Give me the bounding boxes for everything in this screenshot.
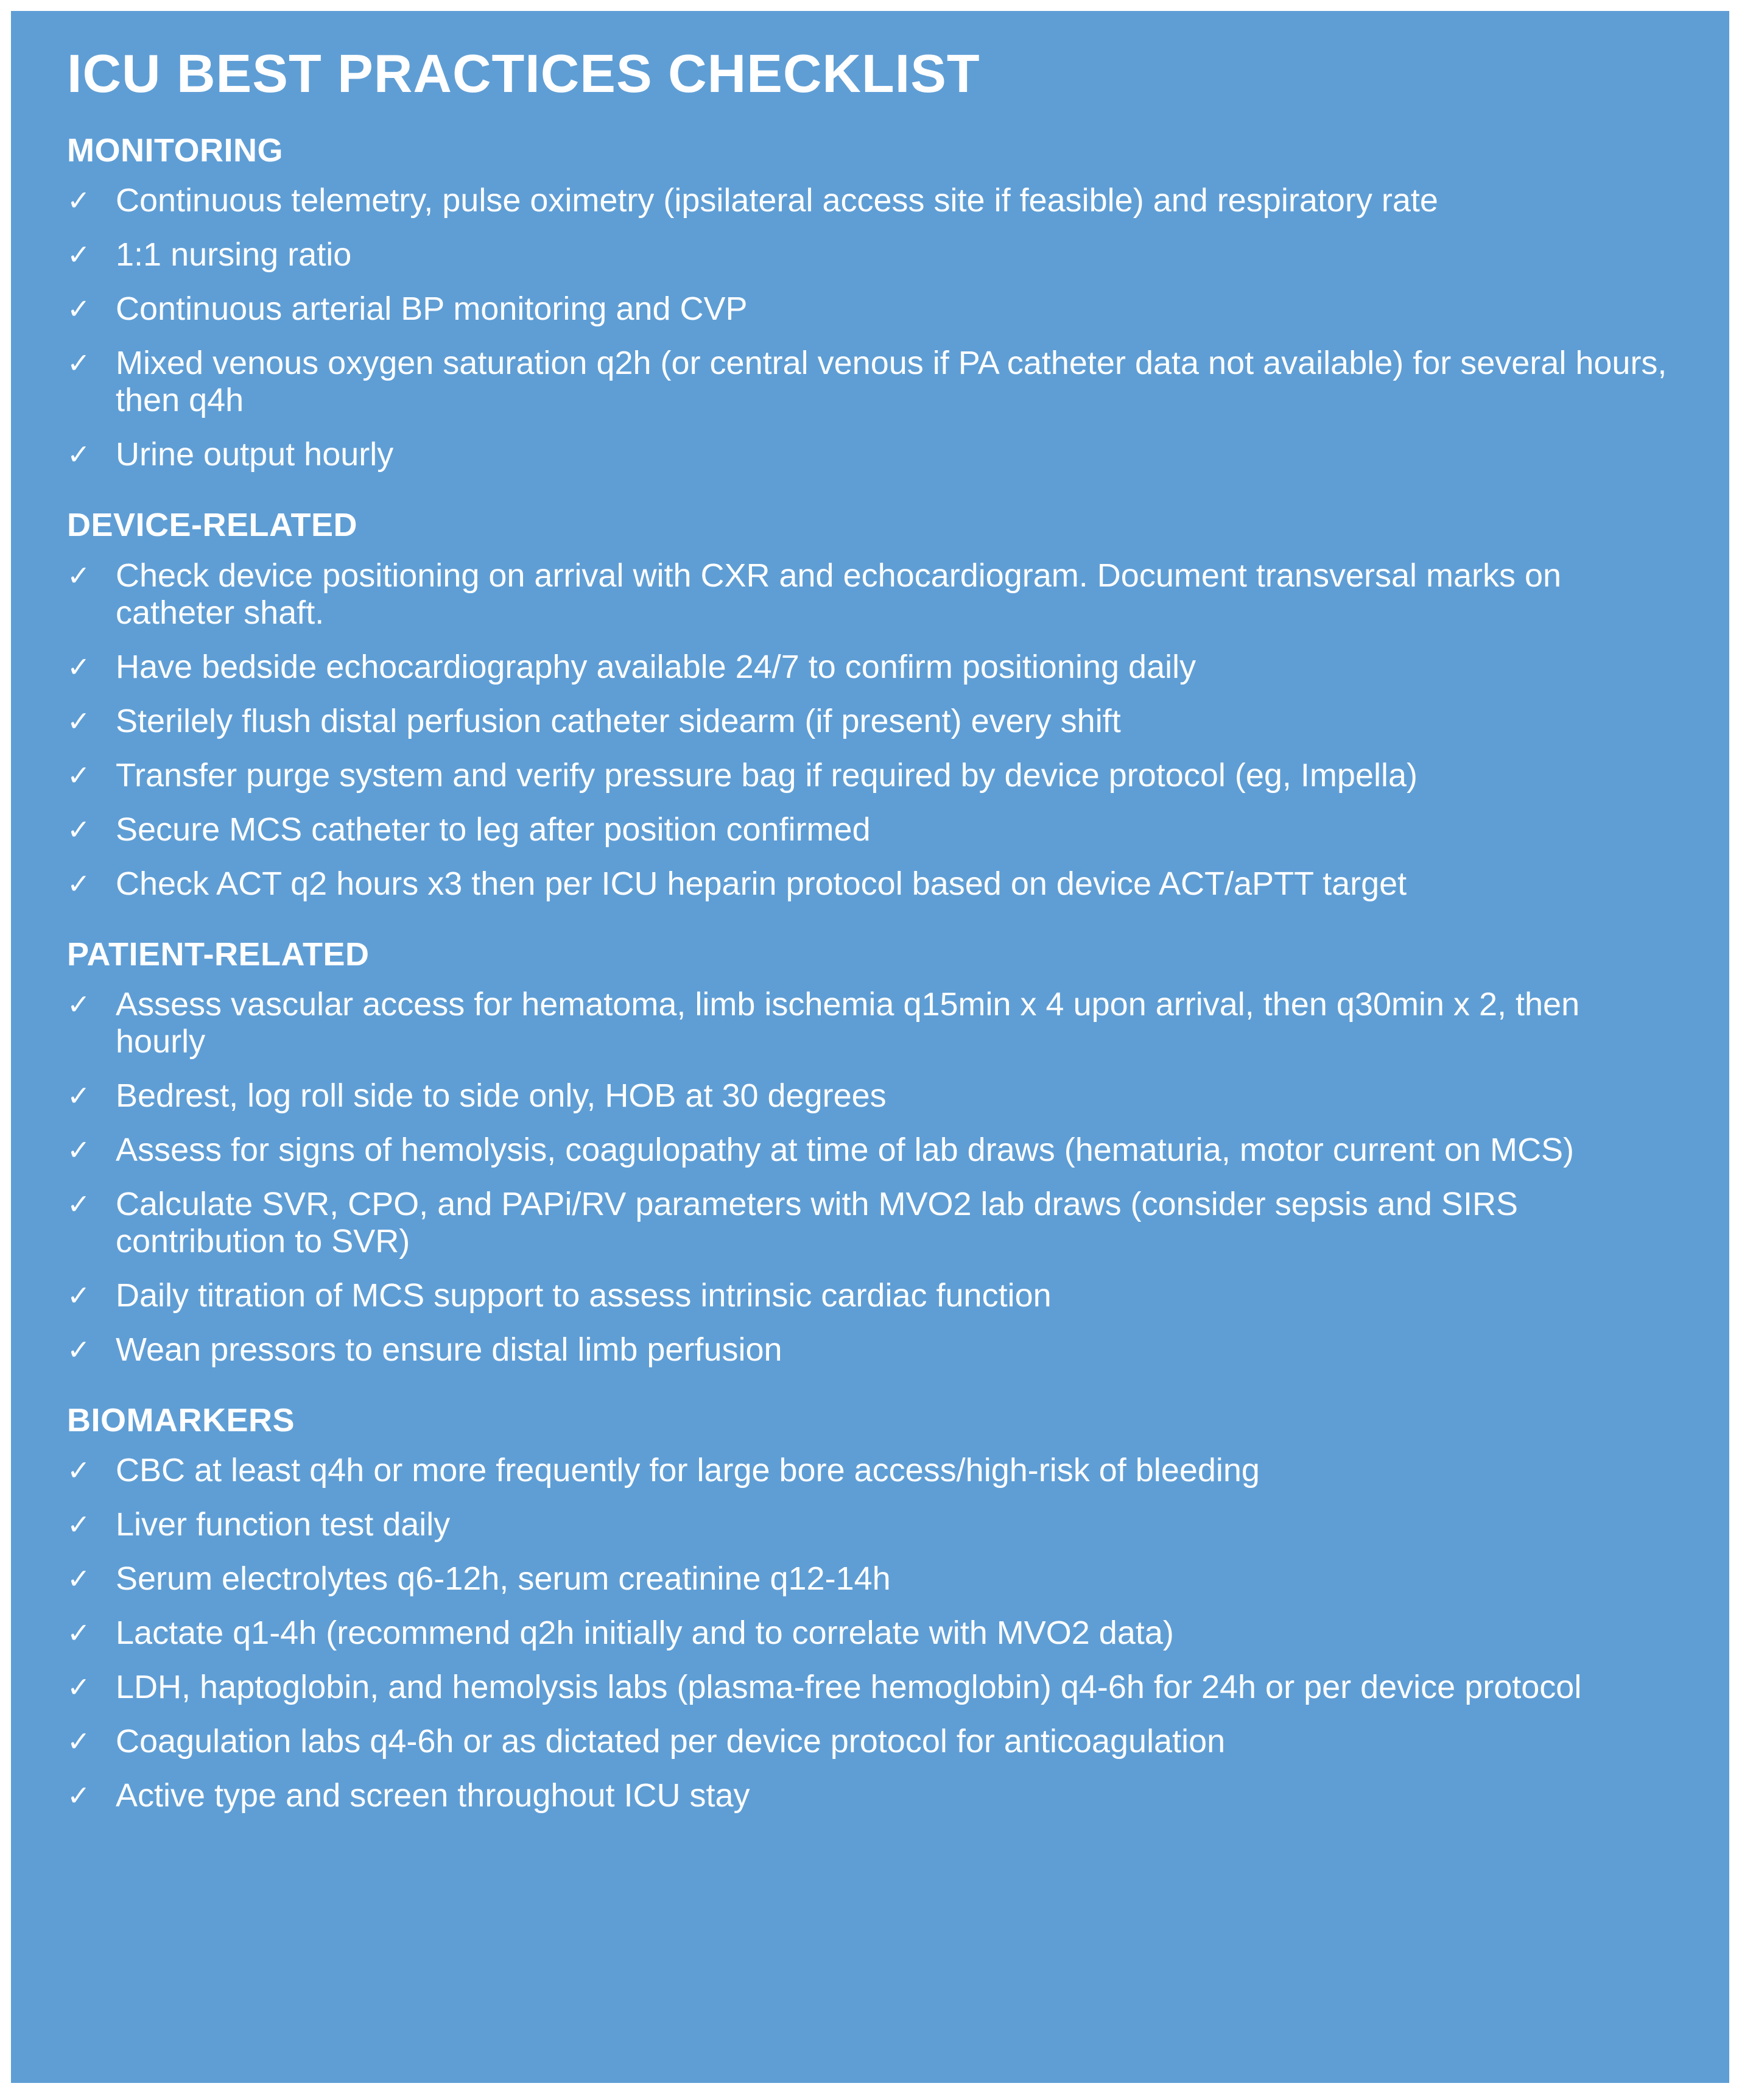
checklist-item-text: LDH, haptoglobin, and hemolysis labs (plasma-free hemoglobin) q4-6h for 24h or per device protocol — [116, 1669, 1582, 1706]
section-heading: BIOMARKERS — [67, 1401, 295, 1439]
check-mark-icon: ✓ — [67, 238, 91, 272]
check-mark-icon: ✓ — [67, 812, 91, 846]
check-mark-icon: ✓ — [67, 704, 91, 738]
check-mark-icon: ✓ — [67, 1079, 91, 1112]
checklist-item — [67, 703, 1673, 740]
check-mark-icon: ✓ — [67, 1133, 91, 1166]
check-mark-icon: ✓ — [67, 650, 91, 683]
checklist-item-text: CBC at least q4h or more frequently for large bore access/high-risk of bleeding — [116, 1452, 1260, 1489]
checklist-item-text: Sterilely flush distal perfusion catheter sidearm (if present) every shift — [116, 702, 1121, 739]
check-mark-icon: ✓ — [67, 1278, 91, 1312]
section-heading: DEVICE-RELATED — [67, 507, 358, 544]
checklist-item — [67, 1452, 1673, 1489]
sections-container — [67, 133, 1673, 1815]
check-mark-icon: ✓ — [67, 347, 91, 380]
checklist-item-text: Secure MCS catheter to leg after position confirmed — [116, 811, 871, 848]
checklist-item — [67, 1777, 1673, 1814]
checklist-item — [67, 1723, 1673, 1760]
checklist-item-text: Check device positioning on arrival with CXR and echocardiogram. Document transversal marks on catheter shaft. — [116, 557, 1562, 631]
checklist-item — [67, 1132, 1673, 1169]
check-mark-icon: ✓ — [67, 1725, 91, 1758]
checklist-item — [67, 1669, 1673, 1706]
checklist-item — [67, 236, 1673, 273]
checklist-item-text: Urine output hourly — [116, 436, 394, 473]
page-title: ICU BEST PRACTICES CHECKLIST — [67, 43, 980, 104]
section-monitoring — [67, 133, 1673, 473]
checklist-item — [67, 1506, 1673, 1543]
check-mark-icon: ✓ — [67, 1333, 91, 1366]
checklist-item-text: Assess vascular access for hematoma, limb ischemia q15min x 4 upon arrival, then q30min x 2, then hourly — [116, 985, 1580, 1060]
check-mark-icon: ✓ — [67, 438, 91, 471]
checklist-item-text: Serum electrolytes q6-12h, serum creatinine q12-14h — [116, 1560, 891, 1598]
checklist-item-text: Lactate q1-4h (recommend q2h initially and to correlate with MVO2 data) — [116, 1615, 1174, 1652]
check-mark-icon: ✓ — [67, 292, 91, 326]
checklist-item-text: Wean pressors to ensure distal limb perfusion — [116, 1331, 782, 1368]
checklist-item-text: Active type and screen throughout ICU stay — [116, 1777, 750, 1814]
checklist-item — [67, 1186, 1673, 1260]
checklist-item-text: Check ACT q2 hours x3 then per ICU heparin protocol based on device ACT/aPTT target — [116, 865, 1407, 902]
check-mark-icon: ✓ — [67, 1616, 91, 1650]
checklist-item-text: Transfer purge system and verify pressure bag if required by device protocol (eg, Impella) — [116, 756, 1418, 794]
check-mark-icon: ✓ — [67, 1454, 91, 1487]
check-mark-icon: ✓ — [67, 558, 91, 592]
checklist-item — [67, 1331, 1673, 1369]
checklist-item-text: Continuous telemetry, pulse oximetry (ipsilateral access site if feasible) and respiratory rate — [116, 182, 1438, 219]
checklist-item — [67, 1077, 1673, 1115]
checklist-item-text: Assess for signs of hemolysis, coagulopathy at time of lab draws (hematuria, motor current on MCS) — [116, 1131, 1574, 1168]
checklist-item — [67, 649, 1673, 686]
checklist-item — [67, 811, 1673, 848]
section-biomarkers — [67, 1403, 1673, 1814]
checklist-item-text: Continuous arterial BP monitoring and CVP — [116, 291, 748, 328]
check-mark-icon: ✓ — [67, 184, 91, 217]
checklist-item-text: Coagulation labs q4-6h or as dictated per device protocol for anticoagulation — [116, 1723, 1226, 1760]
checklist-item — [67, 1277, 1673, 1314]
checklist-item — [67, 291, 1673, 328]
check-mark-icon: ✓ — [67, 987, 91, 1021]
checklist-item — [67, 557, 1673, 632]
checklist-panel — [11, 11, 1729, 2083]
section-device-related — [67, 507, 1673, 902]
checklist-item — [67, 865, 1673, 903]
check-mark-icon: ✓ — [67, 867, 91, 900]
check-mark-icon: ✓ — [67, 1187, 91, 1221]
checklist-item-text: Have bedside echocardiography available 24/7 to confirm positioning daily — [116, 648, 1196, 685]
checklist-item — [67, 1560, 1673, 1598]
checklist-item-text: Calculate SVR, CPO, and PAPi/RV parameters with MVO2 lab draws (consider sepsis and SIRS contribution to SVR) — [116, 1185, 1518, 1260]
checklist-item — [67, 345, 1673, 419]
checklist-items — [67, 1452, 1673, 1814]
checklist-item-text: Daily titration of MCS support to assess intrinsic cardiac function — [116, 1277, 1052, 1314]
check-mark-icon: ✓ — [67, 1562, 91, 1596]
checklist-item-text: Mixed venous oxygen saturation q2h (or central venous if PA catheter data not available) for several hours, then q4h — [116, 345, 1667, 419]
checklist-item — [67, 986, 1673, 1060]
checklist-items — [67, 986, 1673, 1369]
checklist-items — [67, 182, 1673, 473]
checklist-items — [67, 557, 1673, 903]
checklist-item-text: 1:1 nursing ratio — [116, 236, 352, 273]
checklist-item — [67, 1615, 1673, 1652]
checklist-item-text: Bedrest, log roll side to side only, HOB at 30 degrees — [116, 1077, 887, 1114]
section-heading: MONITORING — [67, 132, 283, 169]
check-mark-icon: ✓ — [67, 758, 91, 792]
check-mark-icon: ✓ — [67, 1671, 91, 1704]
section-patient-related — [67, 937, 1673, 1369]
check-mark-icon: ✓ — [67, 1779, 91, 1813]
section-heading: PATIENT-RELATED — [67, 935, 370, 973]
checklist-item — [67, 436, 1673, 473]
check-mark-icon: ✓ — [67, 1508, 91, 1542]
checklist-item — [67, 182, 1673, 219]
checklist-item-text: Liver function test daily — [116, 1506, 451, 1543]
checklist-item — [67, 757, 1673, 794]
